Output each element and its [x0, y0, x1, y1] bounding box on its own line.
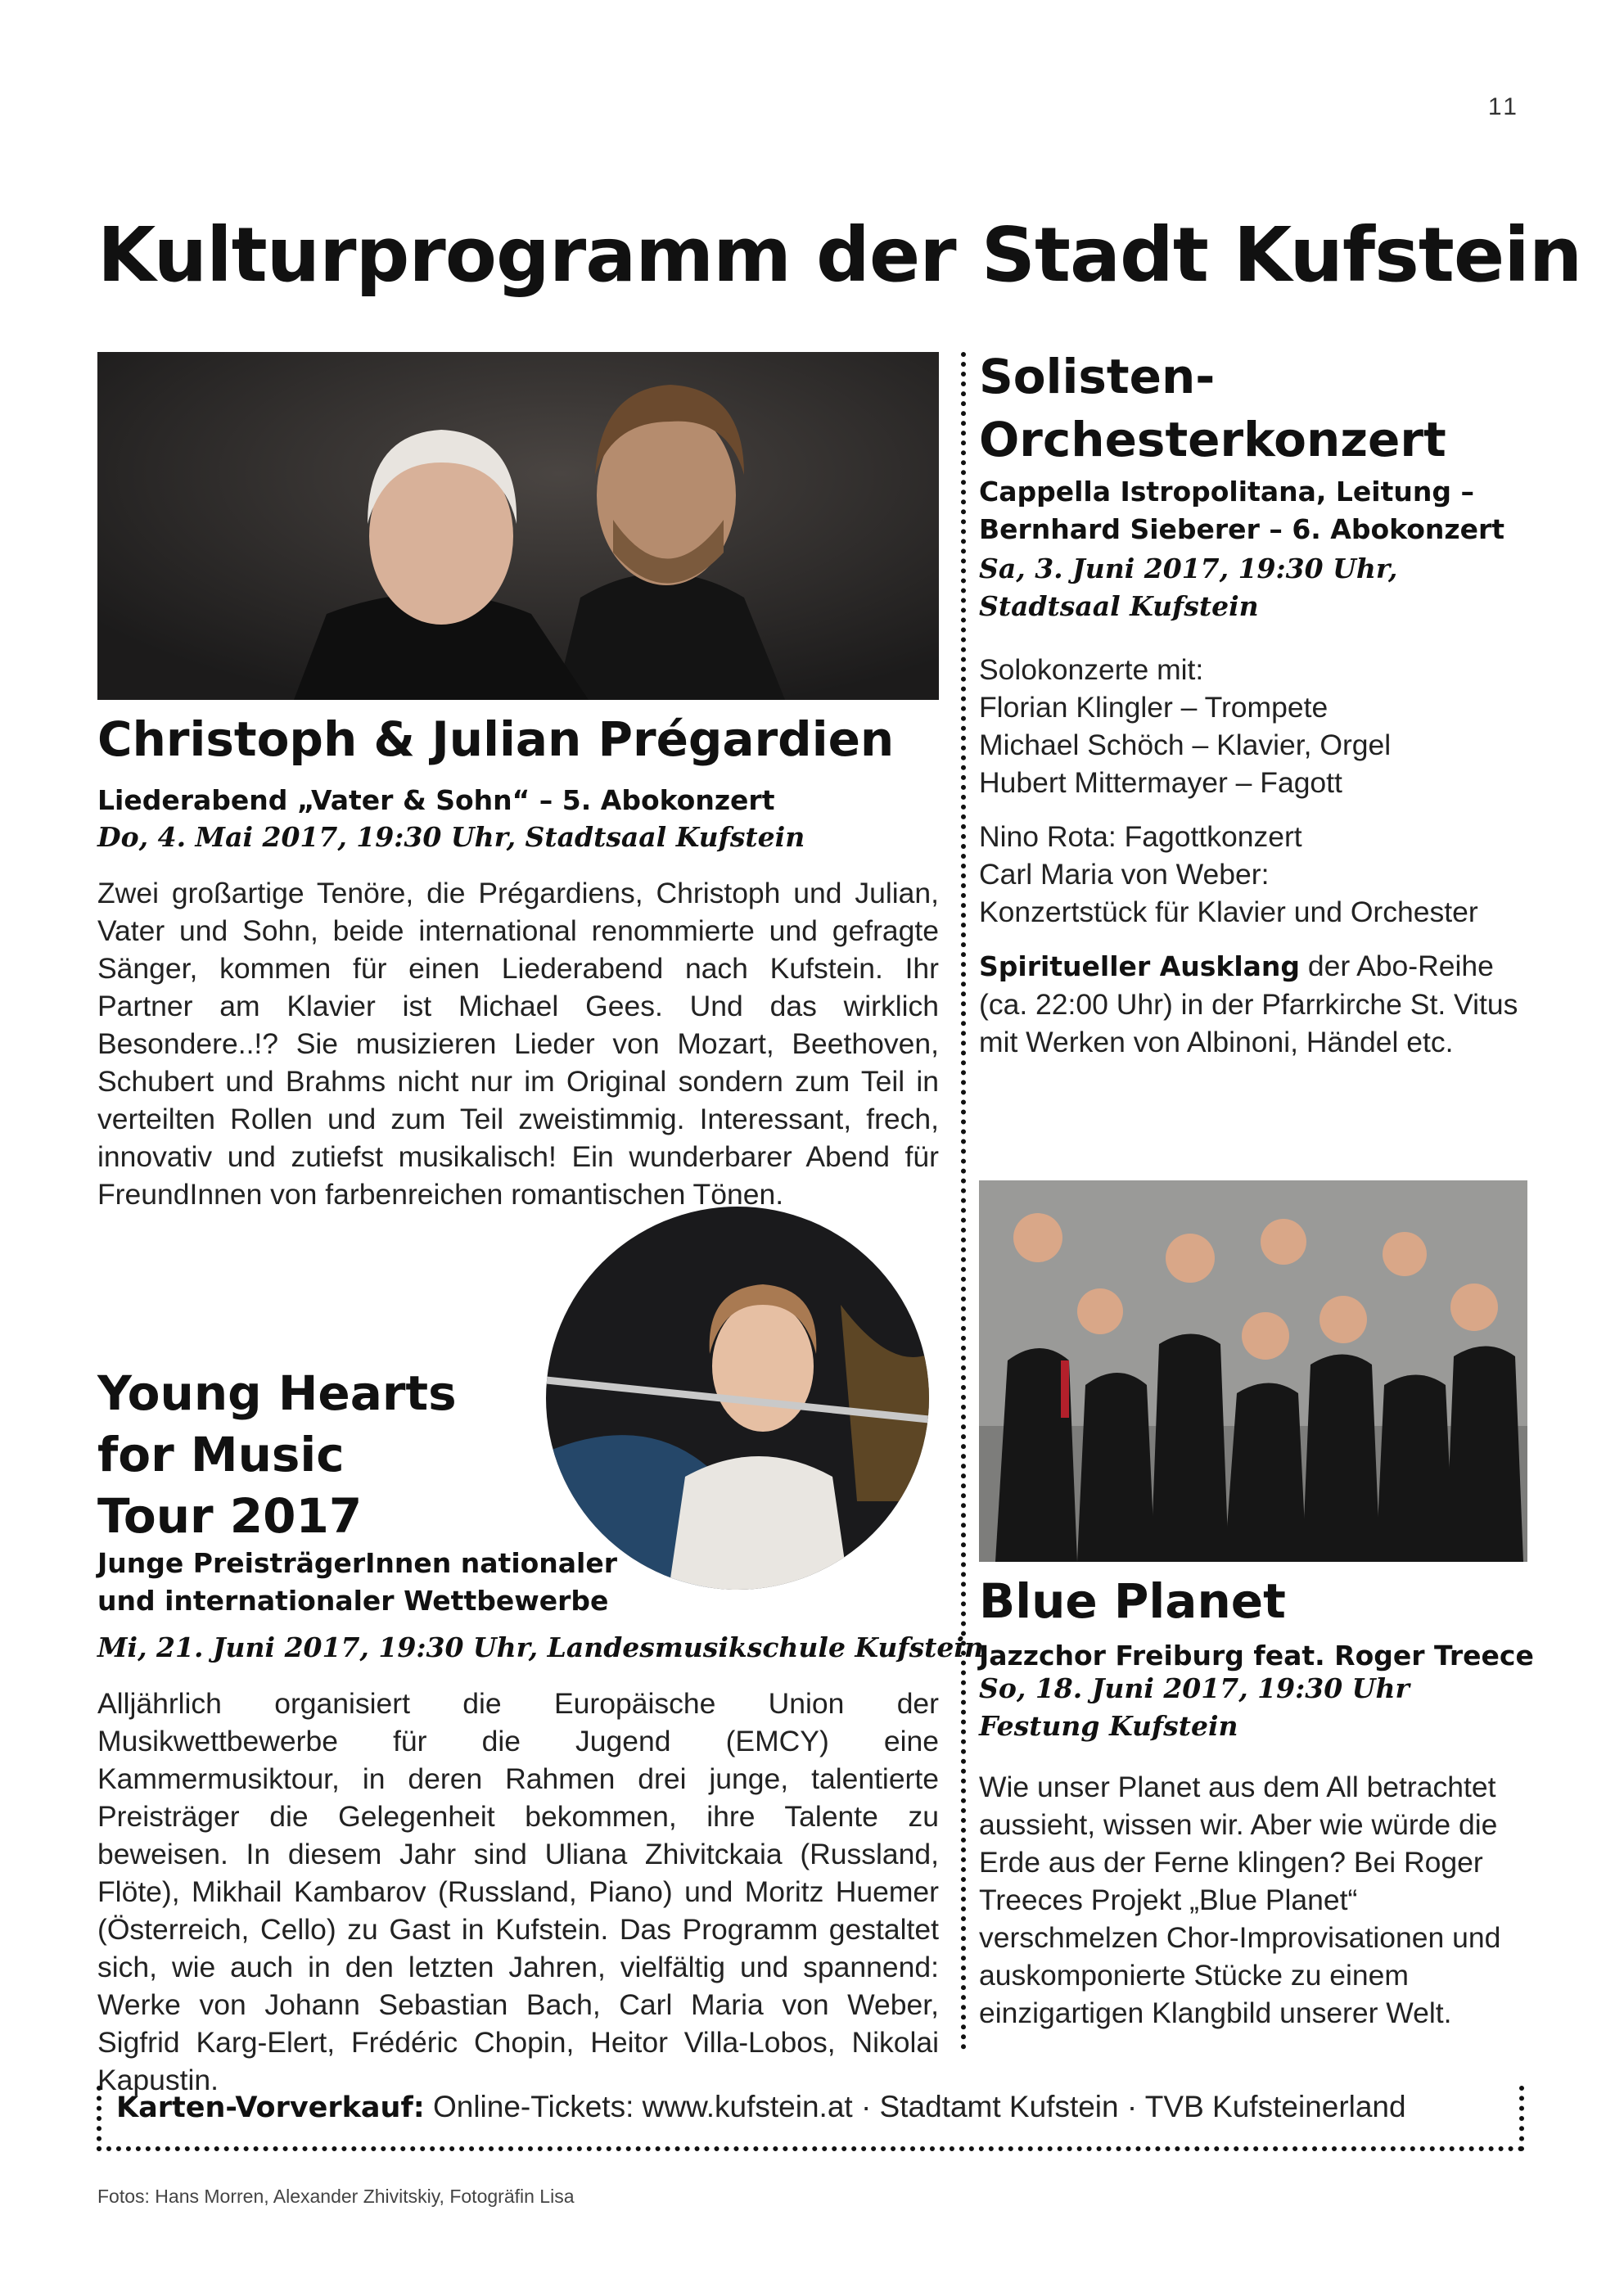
- solisten-program-line-1: Nino Rota: Fagottkonzert: [979, 820, 1302, 853]
- solisten-date-line-2: Stadtsaal Kufstein: [979, 590, 1259, 623]
- solisten-details: [979, 651, 1536, 1061]
- blue-planet-date-line-2: Festung Kufstein: [979, 1710, 1238, 1743]
- pregardien-body: Zwei großartige Tenöre, die Prégardiens, Christoph und Julian, Vater und Sohn, beide international renommierte und gefragte Sänger, kommen für einen Liederabend nach Kufstein. Ihr Partner am Klavier ist Michael Gees. Und das wirklich Besondere..!? Sie musizieren Lieder von Mozart, Beethoven, Schubert und Brahms nicht nur im Original sondern zum Teil in verteilten Rollen und zum Teil zweistimmig. Interessant, frech, innovativ und zutiefst musikalisch! Ein wunderbarer Abend für FreundInnen von farbenreichen romantischen Tönen.: [97, 877, 939, 1211]
- solisten-subtitle: [979, 473, 1504, 548]
- solisten-date: [979, 550, 1397, 625]
- young-hearts-title-line-3: Tour 2017: [97, 1488, 363, 1544]
- blue-planet-body: Wie unser Planet aus dem All betrachtet aussieht, wissen wir. Aber wie würde die Erde aus der Ferne klingen? Bei Roger Treeces Projekt „Blue Planet“ verschmelzen Chor-Improvisationen und auskomponierte Stücke zu einem einzigartigen Klangbild unserer Welt.: [979, 1771, 1501, 2029]
- pregardien-photo: [97, 352, 939, 700]
- blue-planet-photo-image: [979, 1180, 1527, 1562]
- flute-photo: [546, 1207, 929, 1590]
- blue-planet-date: [979, 1670, 1410, 1745]
- ticket-label: Karten-Vorverkauf:: [116, 2091, 425, 2124]
- young-hearts-subtitle-line-1: Junge PreisträgerInnen nationaler: [97, 1547, 618, 1579]
- page-title: Kulturprogramm der Stadt Kufstein: [97, 211, 1582, 299]
- young-hearts-date: Mi, 21. Juni 2017, 19:30 Uhr, Landesmusikschule Kufstein: [97, 1631, 984, 1663]
- blue-planet-title: Blue Planet: [979, 1573, 1286, 1629]
- solisten-title: [979, 345, 1446, 471]
- young-hearts-title: [97, 1363, 457, 1547]
- blue-planet-photo: [979, 1180, 1527, 1562]
- solisten-soloists: [979, 651, 1536, 801]
- young-hearts-title-line-2: for Music: [97, 1427, 345, 1482]
- ticket-details: Online-Tickets: www.kufstein.at · Stadtamt Kufstein · TVB Kufsteinerland: [424, 2090, 1406, 2123]
- solisten-ausklang-text: der Abo-Reihe (ca. 22:00 Uhr) in der Pfarrkirche St. Vitus mit Werken von Albinoni, Händel etc.: [979, 950, 1518, 1058]
- young-hearts-subtitle-line-2: und internationaler Wettbewerbe: [97, 1585, 609, 1617]
- page-number: 11: [1487, 93, 1520, 120]
- pregardien-photo-image: [97, 352, 939, 700]
- ticket-info: [116, 2090, 1406, 2124]
- solisten-soloists-line-1: Solokonzerte mit:: [979, 653, 1204, 686]
- solisten-subtitle-line-1: Cappella Istropolitana, Leitung –: [979, 476, 1474, 508]
- pregardien-date: Do, 4. Mai 2017, 19:30 Uhr, Stadtsaal Kufstein: [97, 821, 805, 853]
- pregardien-subtitle: Liederabend „Vater & Sohn“ – 5. Abokonzert: [97, 784, 775, 816]
- column-divider: [961, 352, 966, 2051]
- young-hearts-title-line-1: Young Hearts: [97, 1365, 457, 1421]
- pregardien-title: Christoph & Julian Prégardien: [97, 711, 895, 767]
- blue-planet-date-line-1: So, 18. Juni 2017, 19:30 Uhr: [979, 1672, 1410, 1704]
- blue-planet-subtitle: Jazzchor Freiburg feat. Roger Treece: [979, 1640, 1534, 1672]
- flute-photo-image: [546, 1207, 929, 1590]
- solisten-ausklang-label: Spiritueller Ausklang: [979, 950, 1301, 982]
- solisten-soloists-line-3: Michael Schöch – Klavier, Orgel: [979, 729, 1392, 761]
- solisten-program: [979, 818, 1536, 931]
- solisten-title-line-2: Orchesterkonzert: [979, 412, 1446, 467]
- solisten-ausklang: [979, 947, 1536, 1061]
- photo-credits: Fotos: Hans Morren, Alexander Zhivitskiy, Fotogräfin Lisa: [97, 2186, 575, 2207]
- solisten-subtitle-line-2: Bernhard Sieberer – 6. Abokonzert: [979, 513, 1505, 546]
- solisten-program-line-2: Carl Maria von Weber:: [979, 858, 1270, 891]
- young-hearts-body: Alljährlich organisiert die Europäische Union der Musikwettbewerbe für die Jugend (EMCY) eine Kammermusiktour, in deren Rahmen drei junge, talentierte Preisträger die Gelegenheit bekommen, ihre Talente zu beweisen. In diesem Jahr sind Uliana Zhivitckaia (Russland, Flöte), Mikhail Kambarov (Russland, Piano) und Moritz Huemer (Österreich, Cello) zu Gast in Kufstein. Das Programm gestaltet sich, wie auch in den letzten Jahren, vielfältig und spannend: Werke von Johann Sebastian Bach, Carl Maria von Weber, Sigfrid Karg-Elert, Frédéric Chopin, Heitor Villa-Lobos, Nikolai Kapustin.: [97, 1687, 939, 2096]
- young-hearts-subtitle: [97, 1545, 617, 1620]
- solisten-soloists-line-4: Hubert Mittermayer – Fagott: [979, 766, 1342, 799]
- solisten-date-line-1: Sa, 3. Juni 2017, 19:30 Uhr,: [979, 553, 1398, 584]
- solisten-title-line-1: Solisten-: [979, 349, 1216, 404]
- solisten-soloists-line-2: Florian Klingler – Trompete: [979, 691, 1329, 724]
- solisten-program-line-3: Konzertstück für Klavier und Orchester: [979, 896, 1478, 928]
